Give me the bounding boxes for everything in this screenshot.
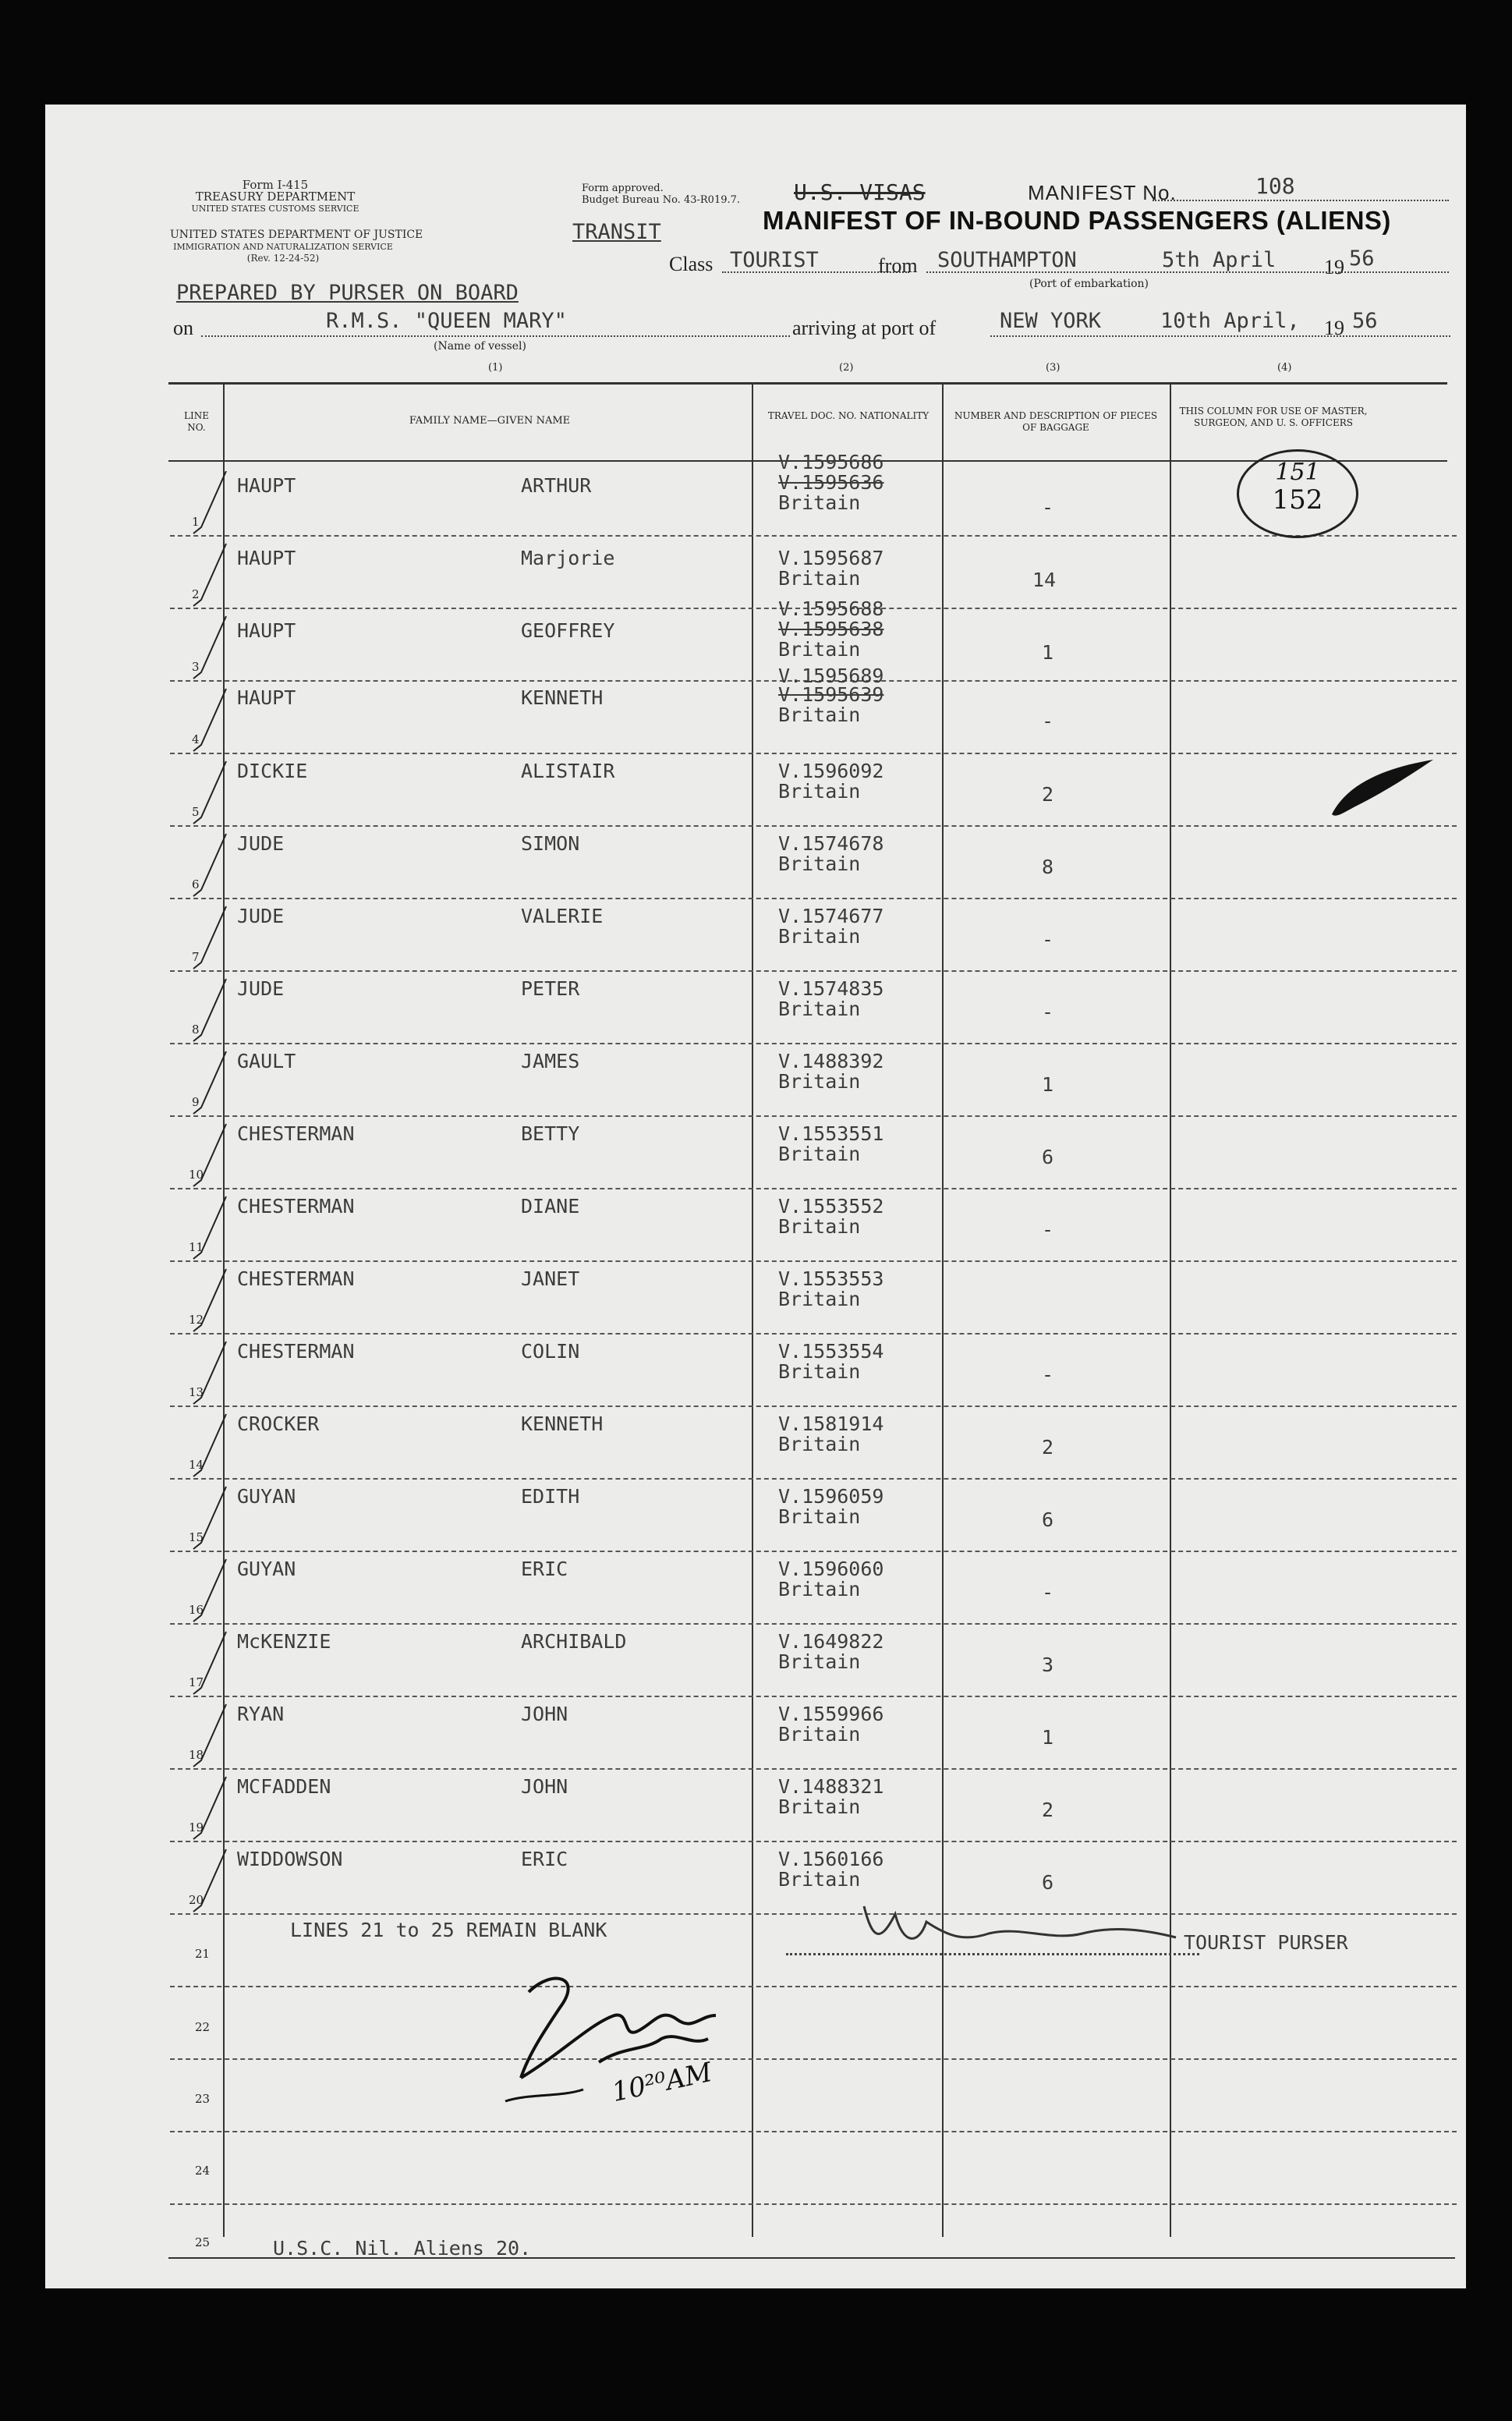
baggage: 2 [1042,783,1054,806]
given-name: ERIC [521,1848,568,1870]
given-name: BETTY [521,1122,580,1145]
footer-note: U.S.C. Nil. Aliens 20. [273,2237,532,2260]
line-number: 19 [189,1820,204,1834]
year-prefix: 19 [1324,317,1344,339]
circled-number-top: 151 [1275,459,1320,486]
row-rule [170,1696,1457,1697]
vessel-caption: (Name of vessel) [434,340,526,353]
col-divider [752,384,753,2237]
family-name: WIDDOWSON [237,1848,343,1870]
family-name: DICKIE [237,760,308,782]
line-number: 6 [192,877,200,891]
depart-year: 56 [1349,246,1375,271]
travel-doc: V.1595686 [778,451,884,473]
travel-doc: V.1596059 [778,1485,884,1508]
arrival-year: 56 [1352,309,1378,333]
struck-visas: U.S. VISAS [794,179,926,205]
port-embarkation: SOUTHAMPTON [937,248,1077,272]
form-number: Form I-415 [242,178,309,192]
form-header-left [162,179,388,214]
purser-title: TOURIST PURSER [1184,1931,1348,1954]
baggage: - [1042,928,1054,951]
inspector-signature [482,1961,809,2125]
travel-doc: V.1574835 [778,977,884,1000]
transit-label: TRANSIT [572,220,661,244]
row-rule [170,535,1457,537]
arrival-port: NEW YORK [1000,309,1102,333]
travel-doc: V.1595689 [778,665,884,687]
line-number: 10 [189,1168,204,1182]
travel-doc-struck: V.1595638 [778,618,884,640]
family-name: CHESTERMAN [237,1340,355,1363]
family-name: MCFADDEN [237,1775,331,1798]
baggage: - [1042,1001,1054,1023]
line-number: 8 [192,1023,200,1037]
nationality: Britain [778,1215,861,1238]
justice-block [170,229,423,264]
nationality: Britain [778,1288,861,1310]
nationality: Britain [778,1578,861,1600]
travel-doc: V.1553552 [778,1195,884,1218]
row-rule [170,825,1457,827]
nationality: Britain [778,704,861,726]
row-rule [170,1768,1457,1770]
row-rule [170,2131,1457,2132]
row-rule [170,898,1457,899]
purser-signature [848,1898,1192,1961]
baggage: - [1042,1581,1054,1604]
family-name: CROCKER [237,1413,320,1435]
given-name: JOHN [521,1775,568,1798]
row-rule [170,1913,1457,1915]
remain-blank-note: LINES 21 to 25 REMAIN BLANK [290,1919,607,1941]
row-rule [170,1841,1457,1842]
nationality: Britain [778,638,861,661]
header-baggage: NUMBER AND DESCRIPTION OF PIECES OF BAGGAGE [954,410,1158,433]
travel-doc: V.1596092 [778,760,884,782]
travel-doc: V.1553553 [778,1267,884,1290]
line-number: 11 [189,1240,204,1254]
nationality: Britain [778,925,861,948]
row-rule [170,970,1457,972]
travel-doc: V.1553551 [778,1122,884,1145]
family-name: GUYAN [237,1558,296,1580]
family-name: JUDE [237,905,285,927]
col-num-2: (2) [839,362,854,374]
line-number: 24 [195,2164,211,2178]
baggage: 6 [1042,1871,1054,1894]
line-number: 12 [189,1313,204,1327]
customs-service: UNITED STATES CUSTOMS SERVICE [191,204,359,214]
given-name: KENNETH [521,686,604,709]
circled-number-bottom: 152 [1272,484,1323,516]
col-num-4: (4) [1277,362,1292,374]
row-rule [170,1188,1457,1189]
travel-doc: V.1574678 [778,832,884,855]
dotline [1153,200,1449,201]
line-number: 17 [189,1675,204,1689]
travel-doc: V.1488321 [778,1775,884,1798]
col-num-3: (3) [1046,362,1061,374]
travel-doc: V.1560166 [778,1848,884,1870]
row-rule [170,1623,1457,1625]
line-number: 21 [195,1947,211,1961]
from-label: from [878,254,918,277]
arriving-label: arriving at port of [792,317,937,339]
given-name: COLIN [521,1340,580,1363]
travel-doc: V.1553554 [778,1340,884,1363]
baggage: 1 [1042,1726,1054,1749]
ink-blot [1324,752,1441,822]
family-name: CHESTERMAN [237,1122,355,1145]
given-name: PETER [521,977,580,1000]
family-name: McKENZIE [237,1630,331,1653]
line-number: 9 [192,1095,200,1109]
depart-date: 5th April [1162,248,1277,272]
given-name: ERIC [521,1558,568,1580]
baggage: 8 [1042,856,1054,878]
line-number: 25 [195,2235,211,2249]
given-name: KENNETH [521,1413,604,1435]
family-name: GUYAN [237,1485,296,1508]
row-rule [170,1478,1457,1480]
nationality: Britain [778,1795,861,1818]
nationality: Britain [778,852,861,875]
line-number: 20 [189,1893,204,1907]
line-number: 4 [192,732,200,746]
baggage: 2 [1042,1436,1054,1459]
family-name: HAUPT [237,547,296,569]
travel-doc: V.1581914 [778,1413,884,1435]
ins-service: IMMIGRATION AND NATURALIZATION SERVICE [173,242,393,252]
manifest-no-label: MANIFEST No. [1028,181,1177,204]
baggage: - [1042,496,1054,519]
manifest-no: 108 [1255,173,1295,199]
line-number: 16 [189,1603,204,1617]
family-name: JUDE [237,977,285,1000]
tick-marks [186,471,279,1953]
handwritten-time: 10²⁰AM [609,2056,715,2109]
line-number: 22 [195,2020,211,2034]
prepared-by: PREPARED BY PURSER ON BOARD [176,281,519,305]
line-number: 7 [192,950,200,964]
arrival-date: 10th April, [1160,309,1300,333]
given-name: ARCHIBALD [521,1630,627,1653]
nationality: Britain [778,491,861,514]
circled-annotation [1237,449,1358,538]
row-rule [170,1986,1457,1987]
baggage: 6 [1042,1146,1054,1168]
line-number: 2 [192,587,200,601]
row-rule [170,1043,1457,1044]
nationality: Britain [778,1070,861,1093]
vessel-name: R.M.S. "QUEEN MARY" [326,309,567,333]
nationality: Britain [778,1723,861,1746]
approval-block [582,183,740,206]
given-name: JAMES [521,1050,580,1072]
row-rule [170,1333,1457,1335]
header-travel-doc: TRAVEL DOC. NO. NATIONALITY [767,410,930,421]
travel-doc: V.1559966 [778,1703,884,1725]
row-rule [170,1115,1457,1117]
baggage: 6 [1042,1508,1054,1531]
family-name: HAUPT [237,686,296,709]
given-name: DIANE [521,1195,580,1218]
line-number: 14 [189,1458,204,1472]
family-name: GAULT [237,1050,296,1072]
table-top-rule [168,382,1447,385]
manifest-page [45,105,1466,2288]
family-name: JUDE [237,832,285,855]
given-name: Marjorie [521,547,615,569]
nationality: Britain [778,567,861,590]
travel-doc-struck: V.1595639 [778,683,884,706]
manifest-title: MANIFEST OF IN-BOUND PASSENGERS (ALIENS) [763,206,1391,235]
nationality: Britain [778,998,861,1020]
row-rule [170,1551,1457,1552]
baggage: - [1042,1218,1054,1241]
travel-doc: V.1488392 [778,1050,884,1072]
baggage: 3 [1042,1654,1054,1676]
family-name: RYAN [237,1703,285,1725]
on-label: on [173,317,193,339]
nationality: Britain [778,1505,861,1528]
given-name: ALISTAIR [521,760,615,782]
embark-caption: (Port of embarkation) [1029,278,1149,290]
travel-doc-struck: V.1595636 [778,471,884,494]
family-name: CHESTERMAN [237,1267,355,1290]
given-name: EDITH [521,1485,580,1508]
travel-doc: V.1649822 [778,1630,884,1653]
row-rule [170,2203,1457,2205]
row-rule [170,753,1457,754]
baggage: 2 [1042,1799,1054,1821]
row-rule [170,1260,1457,1262]
row-rule [170,2058,1457,2060]
given-name: ARTHUR [521,474,592,497]
given-name: VALERIE [521,905,604,927]
budget-bureau: Budget Bureau No. 43-R019.7. [582,194,741,206]
line-number: 1 [192,515,200,529]
class-label: Class [669,253,714,275]
form-approved: Form approved. [582,183,664,194]
travel-doc: V.1595688 [778,597,884,620]
class-value: TOURIST [730,248,819,272]
line-number: 3 [192,660,200,674]
header-name: FAMILY NAME—GIVEN NAME [409,415,571,427]
family-name: HAUPT [237,619,296,642]
nationality: Britain [778,1433,861,1455]
baggage: 14 [1032,569,1057,591]
travel-doc: V.1595687 [778,547,884,569]
year-prefix: 19 [1324,256,1344,278]
baggage: - [1042,1363,1054,1386]
col-num-1: (1) [488,362,503,374]
baggage: - [1042,710,1054,732]
given-name: GEOFFREY [521,619,615,642]
dotline [926,271,1449,273]
nationality: Britain [778,1650,861,1673]
nationality: Britain [778,1143,861,1165]
dotline [990,335,1450,337]
treasury-dept: TREASURY DEPARTMENT [195,190,356,204]
given-name: JOHN [521,1703,568,1725]
header-line-no: LINE NO. [184,410,209,433]
dotline [201,335,790,337]
nationality: Britain [778,780,861,803]
baggage: 1 [1042,641,1054,664]
given-name: JANET [521,1267,580,1290]
rev-date: (Rev. 12-24-52) [246,253,320,264]
line-number: 13 [189,1385,204,1399]
line-number: 5 [192,805,200,819]
given-name: SIMON [521,832,580,855]
row-rule [170,1405,1457,1407]
line-number: 18 [189,1748,204,1762]
line-number: 23 [195,2092,211,2106]
header-officers: THIS COLUMN FOR USE OF MASTER, SURGEON, AND U. S. OFFICERS [1179,406,1368,428]
family-name: HAUPT [237,474,296,497]
nationality: Britain [778,1868,861,1891]
line-number: 15 [189,1530,204,1544]
nationality: Britain [778,1360,861,1383]
travel-doc: V.1574677 [778,905,884,927]
baggage: 1 [1042,1073,1054,1096]
travel-doc: V.1596060 [778,1558,884,1580]
family-name: CHESTERMAN [237,1195,355,1218]
justice-dept: UNITED STATES DEPARTMENT OF JUSTICE [170,229,423,241]
